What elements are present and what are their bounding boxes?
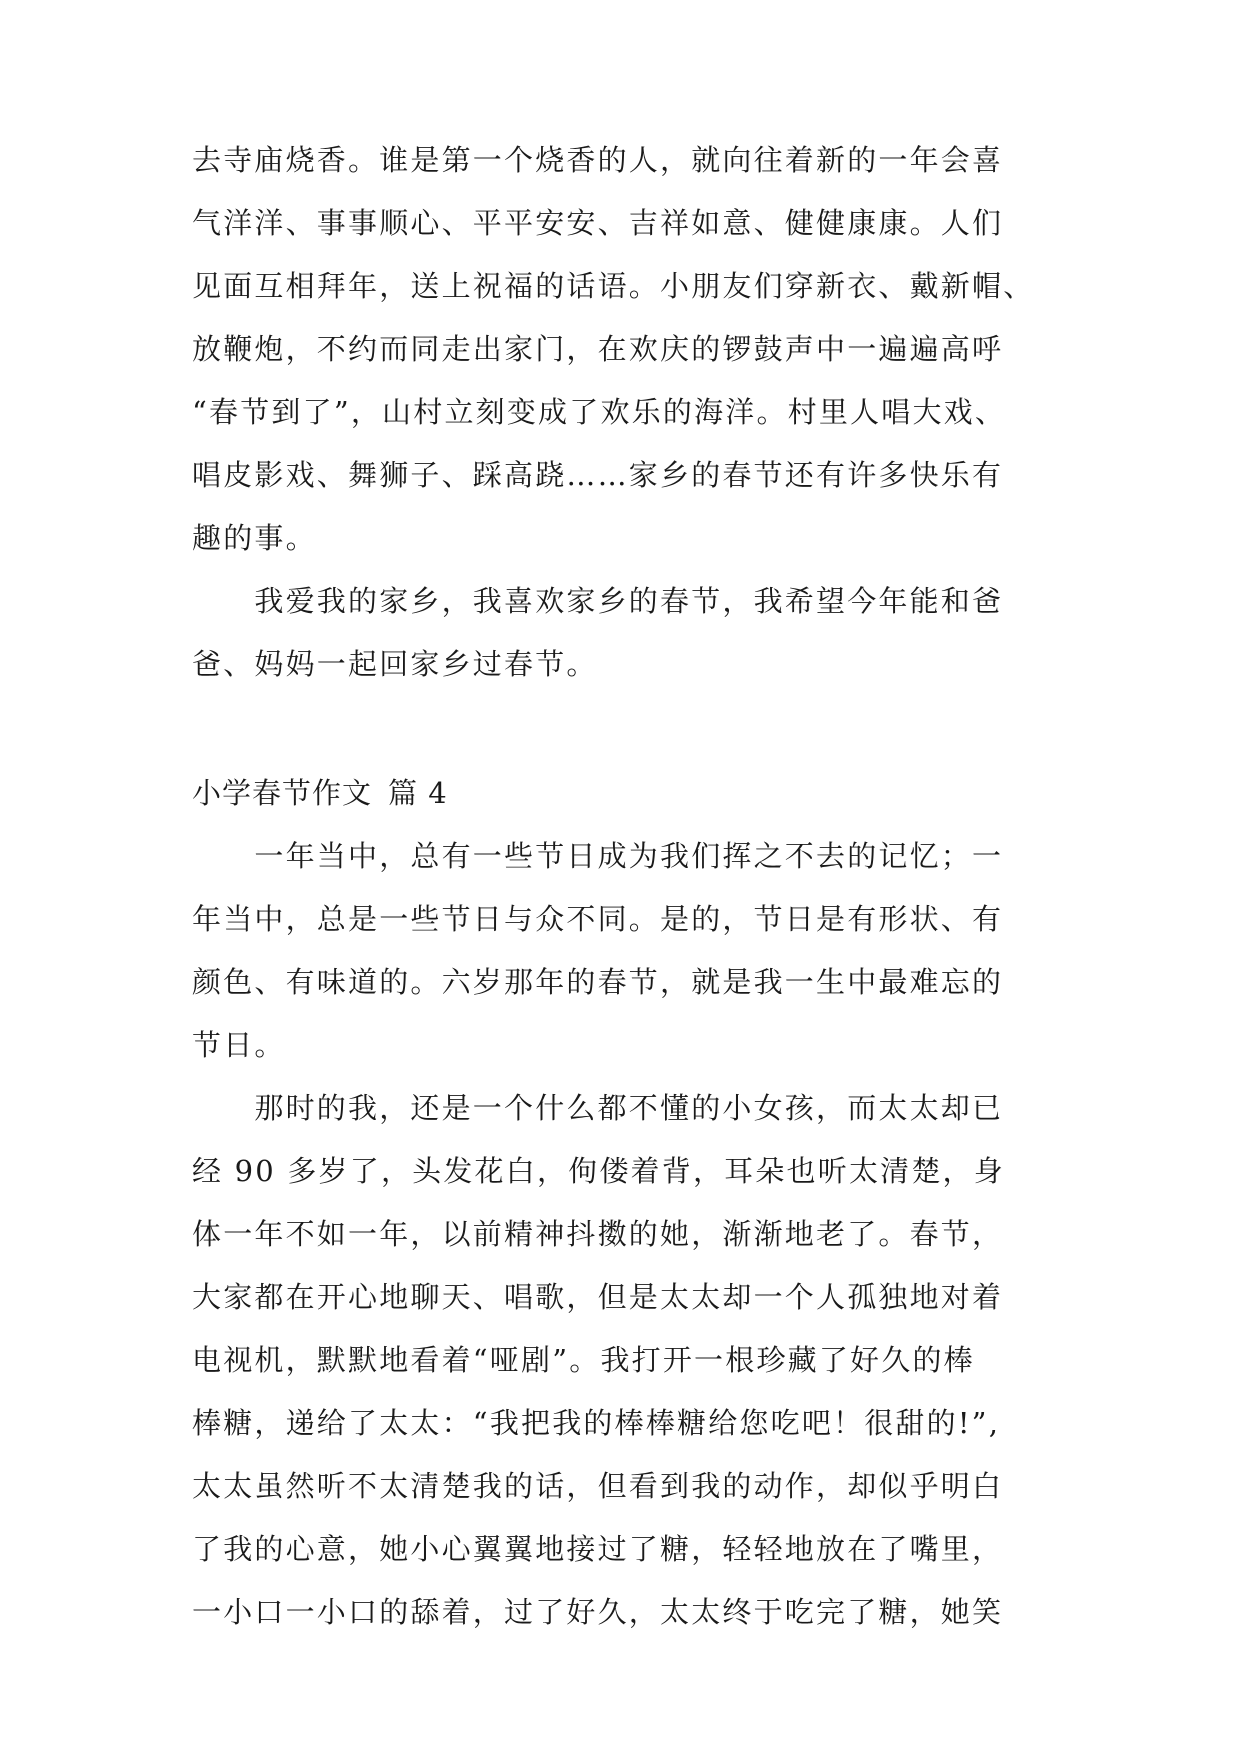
- text-line: 一年当中，总有一些节日成为我们挥之不去的记忆；一: [192, 839, 1004, 873]
- heading-title: 小学春节作文: [192, 776, 373, 810]
- text-line: 年当中，总是一些节日与众不同。是的，节日是有形状、有: [192, 902, 1004, 936]
- heading-number: 篇 4: [388, 776, 448, 810]
- text-line: 太太虽然听不太清楚我的话，但看到我的动作，却似乎明白: [192, 1469, 1004, 1503]
- text-line: 爸、妈妈一起回家乡过春节。: [192, 647, 598, 681]
- paragraph: [192, 129, 1062, 570]
- text-line: 去寺庙烧香。谁是第一个烧香的人，就向往着新的一年会喜: [192, 143, 1004, 177]
- text-line: 颜色、有味道的。六岁那年的春节，就是我一生中最难忘的: [192, 965, 1004, 999]
- section-gap: [192, 696, 1062, 762]
- text-line: 电视机，默默地看着“哑剧”。我打开一根珍藏了好久的棒: [192, 1343, 975, 1377]
- text-line: 那时的我，还是一个什么都不懂的小女孩，而太太却已: [192, 1091, 1004, 1125]
- paragraph: [192, 1077, 1062, 1644]
- text-line: 见面互相拜年，送上祝福的话语。小朋友们穿新衣、戴新帽、: [192, 269, 1035, 303]
- text-line: “春节到了”，山村立刻变成了欢乐的海洋。村里人唱大戏、: [192, 395, 1007, 429]
- text-line: 体一年不如一年，以前精神抖擞的她，渐渐地老了。春节，: [192, 1217, 1004, 1251]
- text-line: 我爱我的家乡，我喜欢家乡的春节，我希望今年能和爸: [192, 584, 1004, 618]
- text-line: 了我的心意，她小心翼翼地接过了糖，轻轻地放在了嘴里，: [192, 1532, 1004, 1566]
- text-line: 经 90 多岁了，头发花白，佝偻着背，耳朵也听太清楚，身: [192, 1154, 1005, 1188]
- text-line: 棒糖，递给了太太：“我把我的棒棒糖给您吃吧！很甜的!”,: [192, 1406, 1001, 1440]
- text-line: 趣的事。: [192, 521, 317, 555]
- text-line: 唱皮影戏、舞狮子、踩高跷……家乡的春节还有许多快乐有: [192, 458, 1004, 492]
- section-heading: [192, 762, 1062, 825]
- document-page: [192, 129, 1062, 1644]
- text-line: 大家都在开心地聊天、唱歌，但是太太却一个人孤独地对着: [192, 1280, 1004, 1314]
- text-line: 气洋洋、事事顺心、平平安安、吉祥如意、健健康康。人们: [192, 206, 1004, 240]
- paragraph: [192, 825, 1062, 1077]
- paragraph: [192, 570, 1062, 696]
- text-line: 一小口一小口的舔着，过了好久，太太终于吃完了糖，她笑: [192, 1595, 1004, 1629]
- text-line: 放鞭炮，不约而同走出家门，在欢庆的锣鼓声中一遍遍高呼: [192, 332, 1004, 366]
- text-line: 节日。: [192, 1028, 286, 1062]
